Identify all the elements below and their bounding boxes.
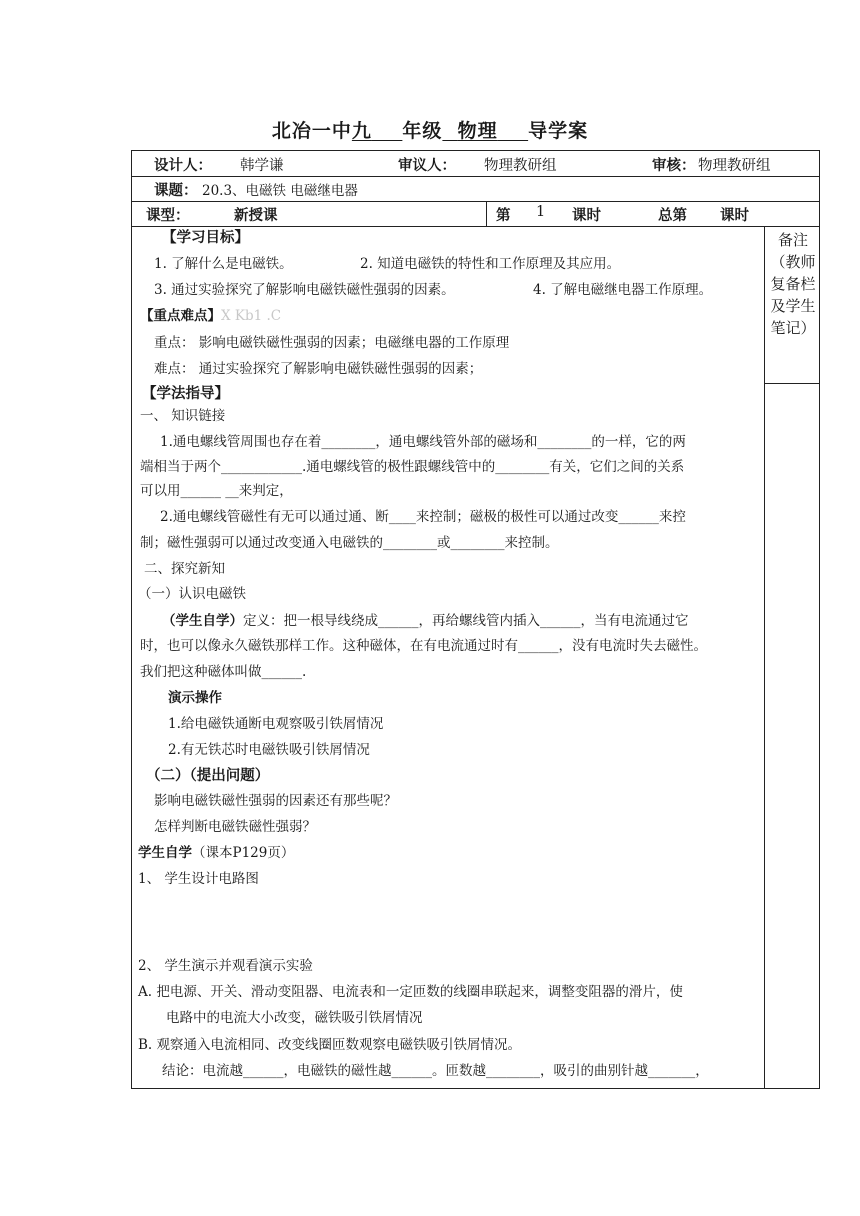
experiment-b: B. 观察通入电流相同、改变线圈匝数观察电磁铁吸引铁屑情况。 <box>138 1037 522 1053</box>
notes-rule <box>764 383 820 384</box>
period-number: 1 <box>536 204 546 220</box>
heading-question: （二）（提出问题） <box>146 767 270 784</box>
difficulty: 难点： 通过实验探究了解影响电磁铁磁性强弱的因素； <box>154 361 483 377</box>
total-unit: 课时 <box>720 207 749 224</box>
demo-step-2: 2.有无铁芯时电磁铁吸引铁屑情况 <box>168 742 370 758</box>
period-unit: 课时 <box>572 207 601 224</box>
divider-period <box>486 201 487 226</box>
side-note: 备注（教师复备栏及学生笔记） <box>770 231 816 337</box>
approver-label: 审核： <box>652 157 696 174</box>
text-line: 端相当于两个____________.通电螺线管的极性跟螺线管中的________有关，它们之间的关系 <box>140 459 685 475</box>
step-2: 2、 学生演示并观看演示实验 <box>138 958 313 974</box>
page-title <box>0 116 860 143</box>
type-value: 新授课 <box>234 207 278 224</box>
heading-electromagnet: （一）认识电磁铁 <box>138 586 246 602</box>
objective-1: 1. 了解什么是电磁铁。 <box>154 256 293 272</box>
total-label: 总第 <box>658 207 687 224</box>
section-method: 【学法指导】 <box>142 385 229 402</box>
grade-suffix: 年级 <box>402 120 443 142</box>
grade-field: 九 <box>351 120 372 142</box>
row-topic <box>132 176 819 202</box>
text-line: 1.通电螺线管周围也存在着________，通电螺线管外部的磁场和________的一样，它的两 <box>160 434 686 450</box>
text-line: 2.通电螺线管磁性有无可以通过通、断____来控制；磁极的极性可以通过改变______来控 <box>160 509 686 525</box>
approver-value: 物理教研组 <box>698 158 771 174</box>
type-label: 课型： <box>146 207 190 224</box>
text-line: 我们把这种磁体叫做______. <box>140 664 307 680</box>
reviewer-value: 物理教研组 <box>484 158 557 174</box>
step-1: 1、 学生设计电路图 <box>138 871 259 887</box>
experiment-a: A. 把电源、开关、滑动变阻器、电流表和一定匝数的线圈串联起来，调整变阻器的滑片，使 <box>138 984 683 1000</box>
question-1: 影响电磁铁磁性强弱的因素还有那些呢？ <box>154 793 397 809</box>
lesson-table <box>131 150 820 1089</box>
question-2: 怎样判断电磁铁磁性强弱？ <box>154 819 316 835</box>
heading-knowledge-link: 一、 知识链接 <box>140 408 226 424</box>
conclusion: 结论：电流越______，电磁铁的磁性越______。匝数越________，吸引的曲别针越_______， <box>162 1063 709 1079</box>
topic-label: 课题： <box>154 182 198 199</box>
objective-3: 3. 通过实验探究了解影响电磁铁磁性强弱的因素。 <box>154 282 455 298</box>
heading-explore: 二、探究新知 <box>144 561 225 577</box>
experiment-a-cont: 电路中的电流大小改变，磁铁吸引铁屑情况 <box>166 1010 423 1026</box>
objective-2: 2. 知道电磁铁的特性和工作原理及其应用。 <box>360 256 621 272</box>
heading-demo: 演示操作 <box>168 690 222 706</box>
period-label: 第 <box>496 207 511 224</box>
divider-notes <box>764 226 765 1088</box>
designer-value: 韩学谦 <box>240 158 284 174</box>
text-line: 制；磁性强弱可以通过改变通入电磁铁的________或________来控制。 <box>140 535 559 551</box>
watermark: X Kb1 .C <box>221 308 282 324</box>
objective-4: 4. 了解电磁继电器工作原理。 <box>533 282 713 298</box>
designer-label: 设计人： <box>154 157 212 174</box>
key-point: 重点： 影响电磁铁磁性强弱的因素；电磁继电器的工作原理 <box>154 335 510 351</box>
section-key-points: 【重点难点】X Kb1 .C <box>140 308 282 324</box>
topic-value: 20.3、电磁铁 电磁继电器 <box>202 183 358 199</box>
row-designers <box>132 151 819 177</box>
section-objectives: 【学习目标】 <box>162 229 249 246</box>
reviewer-label: 审议人： <box>398 157 456 174</box>
doc-type: 导学案 <box>528 120 589 142</box>
school-name: 北冶一中 <box>271 120 352 142</box>
row-lesson-type <box>132 201 819 227</box>
subject-field: 物理 <box>457 120 498 142</box>
text-line: 可以用______ __来判定， <box>140 483 293 499</box>
heading-self-study: 学生自学（课本P129页） <box>138 845 295 861</box>
demo-step-1: 1.给电磁铁通断电观察吸引铁屑情况 <box>168 716 384 732</box>
text-line: （学生自学）定义：把一根导线绕成______，再给螺线管内插入______，当有电流通过它 <box>162 613 689 629</box>
text-line: 时，也可以像永久磁铁那样工作。这种磁体，在有电流通过时有______，没有电流时失去磁性。 <box>140 638 707 654</box>
